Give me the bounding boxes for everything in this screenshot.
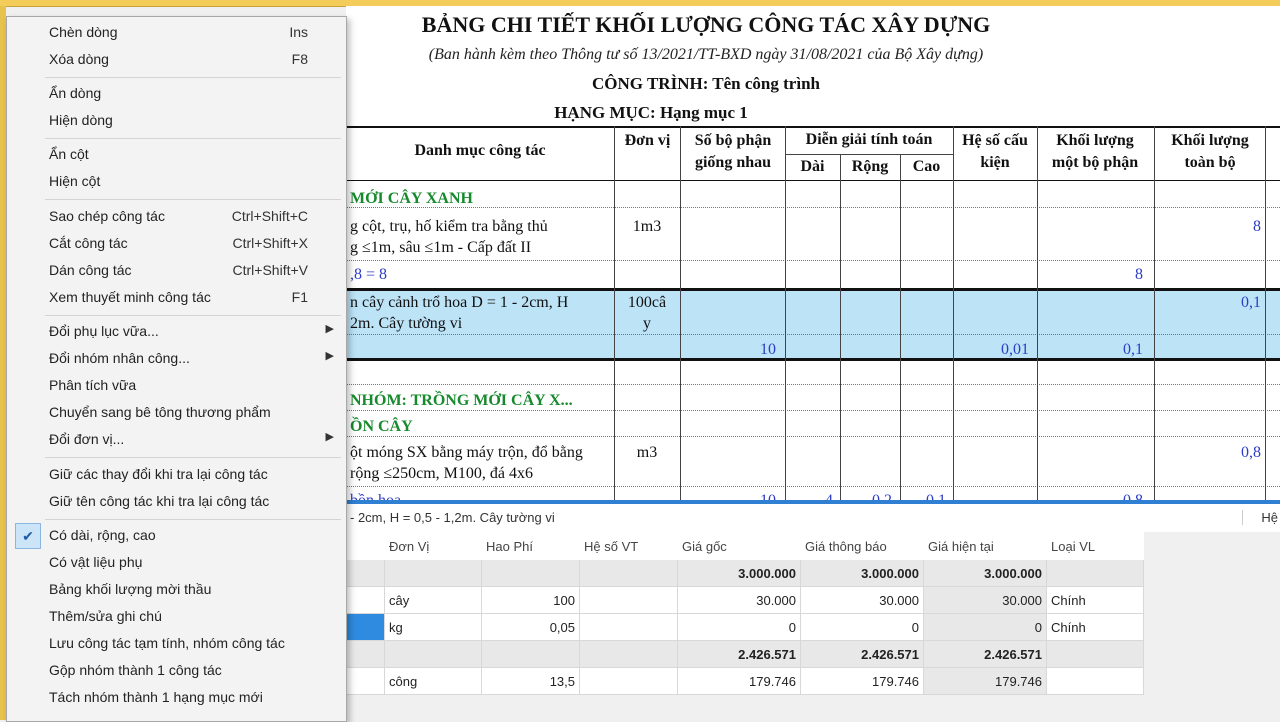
- context-menu: [6, 16, 347, 722]
- task-name[interactable]: g ≤1m, sâu ≤1m - Cấp đất II: [350, 239, 532, 256]
- header-height: Cao: [912, 158, 941, 175]
- volume-table[interactable]: [346, 126, 1280, 500]
- header-width: Rộng: [851, 158, 889, 175]
- materials-header[interactable]: Đơn Vị: [385, 533, 482, 560]
- materials-header[interactable]: Loại VL: [1047, 533, 1144, 560]
- menu-item-label: Có dài, rộng, cao: [49, 527, 156, 543]
- row-divider: [346, 486, 1280, 488]
- task-total[interactable]: 0,8: [1241, 444, 1261, 461]
- menu-separator: [45, 457, 341, 458]
- materials-header[interactable]: Giá gốc: [678, 533, 801, 560]
- material-coef[interactable]: [580, 641, 678, 668]
- menu-item-label: Xóa dòng: [49, 51, 109, 67]
- materials-header-name: [347, 533, 385, 560]
- materials-row[interactable]: [347, 587, 1144, 614]
- material-type[interactable]: [1047, 560, 1144, 587]
- material-name[interactable]: [347, 668, 385, 695]
- task-unit[interactable]: y: [643, 315, 651, 332]
- menu-item-shortcut: Ctrl+Shift+V: [232, 262, 308, 278]
- spreadsheet-sheet[interactable]: [346, 6, 1280, 500]
- menu-item-show-column[interactable]: [7, 169, 346, 195]
- material-coef[interactable]: [580, 614, 678, 641]
- material-waste[interactable]: [482, 641, 580, 668]
- material-unit[interactable]: công: [385, 668, 482, 695]
- task-name[interactable]: n cây cảnh trổ hoa D = 1 - 2cm, H: [350, 294, 569, 311]
- menu-item-keep-task-name[interactable]: [7, 489, 346, 515]
- table-top-border: [346, 126, 1280, 128]
- menu-item-paste-task[interactable]: [7, 258, 346, 284]
- menu-item-label: Có vật liệu phụ: [49, 554, 143, 570]
- task-total[interactable]: 0,1: [1241, 294, 1261, 311]
- menu-item-label: Tách nhóm thành 1 hạng mục mới: [49, 689, 263, 705]
- menu-item-label: Chuyển sang bê tông thương phẩm: [49, 404, 271, 420]
- material-base-price[interactable]: 30.000: [678, 587, 801, 614]
- status-right-text: Hệ: [1242, 510, 1278, 525]
- header-coef: Hệ số cấu kiện: [962, 132, 1028, 171]
- material-name[interactable]: [347, 641, 385, 668]
- menu-item-show-row[interactable]: [7, 108, 346, 134]
- row-divider: [346, 334, 1280, 336]
- menu-item-view-task-description[interactable]: [7, 285, 346, 311]
- menu-item-label: Đổi nhóm nhân công...: [49, 350, 190, 366]
- material-base-price[interactable]: 0: [678, 614, 801, 641]
- menu-item-label: Giữ tên công tác khi tra lại công tác: [49, 493, 270, 509]
- menu-item-convert-ready-mix[interactable]: [7, 400, 346, 426]
- selected-task-text: - 2cm, H = 0,5 - 1,2m. Cây tường vi: [350, 510, 555, 525]
- menu-item-shortcut: Ctrl+Shift+X: [232, 235, 308, 251]
- menu-separator: [45, 77, 341, 78]
- material-current-price[interactable]: 30.000: [924, 587, 1047, 614]
- menu-item-save-temp-task[interactable]: [7, 631, 346, 657]
- material-type[interactable]: [1047, 641, 1144, 668]
- column-divider: [1265, 126, 1266, 500]
- menu-item-label: Hiện cột: [49, 173, 101, 189]
- material-base-price[interactable]: 179.746: [678, 668, 801, 695]
- menu-item-label: Thêm/sửa ghi chú: [49, 608, 162, 624]
- sheet-title: BẢNG CHI TIẾT KHỐI LƯỢNG CÔNG TÁC XÂY DỰNG: [421, 12, 991, 37]
- menu-item-shortcut: Ins: [289, 24, 308, 40]
- material-current-price[interactable]: 179.746: [924, 668, 1047, 695]
- menu-item-label: Hiện dòng: [49, 112, 113, 128]
- task-unit[interactable]: 100câ: [627, 294, 667, 311]
- material-coef[interactable]: [580, 560, 678, 587]
- task-name[interactable]: 2m. Cây tường vi: [350, 315, 463, 332]
- material-current-price[interactable]: 3.000.000: [924, 560, 1047, 587]
- menu-item-change-unit[interactable]: [7, 427, 346, 453]
- column-divider: [785, 126, 786, 500]
- material-waste[interactable]: 100: [482, 587, 580, 614]
- materials-row[interactable]: [347, 614, 1144, 641]
- header-length: Dài: [800, 158, 825, 175]
- materials-header[interactable]: Hao Phí: [482, 533, 580, 560]
- materials-row[interactable]: [347, 641, 1144, 668]
- material-type[interactable]: Chính: [1047, 587, 1144, 614]
- materials-row[interactable]: [347, 668, 1144, 695]
- materials-panel: [346, 532, 1280, 720]
- material-waste[interactable]: 0,05: [482, 614, 580, 641]
- material-type[interactable]: [1047, 668, 1144, 695]
- menu-item-label: Phân tích vữa: [49, 377, 137, 393]
- materials-row[interactable]: [347, 560, 1144, 587]
- checkmark-icon: ✔: [15, 523, 41, 549]
- menu-item-label: Ẩn cột: [49, 146, 89, 162]
- header-vol-part: Khối lượng một bộ phận: [1051, 132, 1139, 171]
- menu-item-shortcut: F1: [291, 289, 308, 305]
- material-unit[interactable]: [385, 560, 482, 587]
- menu-item-label: Đổi phụ lục vữa...: [49, 323, 159, 339]
- group-label[interactable]: MỚI CÂY XANH: [350, 190, 473, 207]
- task-total[interactable]: 8: [1253, 218, 1261, 235]
- column-divider: [1037, 126, 1038, 500]
- group-label[interactable]: ỒN CÂY: [350, 418, 413, 435]
- submenu-arrow-icon: ▶: [325, 350, 334, 362]
- menu-item-hide-row[interactable]: [7, 81, 346, 107]
- menu-item-label: Ẩn dòng: [49, 85, 102, 101]
- header-vol-total: Khối lượng toàn bộ: [1171, 132, 1249, 171]
- task-part-volume[interactable]: 0,1: [1123, 341, 1143, 358]
- menu-item-has-sub-materials[interactable]: [7, 550, 346, 576]
- menu-separator: [45, 315, 341, 316]
- materials-header-row: [347, 533, 1144, 560]
- menu-separator: [45, 519, 341, 520]
- menu-item-label: Chèn dòng: [49, 24, 118, 40]
- material-coef[interactable]: [580, 587, 678, 614]
- material-name[interactable]: [347, 560, 385, 587]
- column-divider: [840, 154, 841, 500]
- header-task: Danh mục công tác: [414, 142, 546, 159]
- header-same-parts: Số bộ phận giống nhau: [694, 132, 772, 171]
- task-name[interactable]: g cột, trụ, hố kiểm tra bằng thủ: [350, 218, 548, 235]
- menu-item-label: Xem thuyết minh công tác: [49, 289, 211, 305]
- task-name[interactable]: ột móng SX bằng máy trộn, đổ bằng: [350, 444, 583, 461]
- menu-item-change-mortar-appendix[interactable]: [7, 319, 346, 345]
- material-notice-price[interactable]: 2.426.571: [801, 641, 924, 668]
- submenu-arrow-icon: ▶: [325, 431, 334, 443]
- menu-item-label: Lưu công tác tạm tính, nhóm công tác: [49, 635, 285, 651]
- material-name-selected[interactable]: [347, 614, 385, 641]
- menu-separator: [45, 138, 341, 139]
- menu-item-label: Giữ các thay đổi khi tra lại công tác: [49, 466, 268, 482]
- menu-item-cut-task[interactable]: [7, 231, 346, 257]
- menu-item-insert-row[interactable]: [7, 20, 346, 46]
- material-unit[interactable]: cây: [385, 587, 482, 614]
- materials-header[interactable]: Hệ số VT: [580, 533, 678, 560]
- material-waste[interactable]: [482, 560, 580, 587]
- row-divider: [346, 207, 1280, 209]
- menu-item-delete-row[interactable]: [7, 47, 346, 73]
- menu-item-label: Dán công tác: [49, 262, 132, 278]
- materials-header[interactable]: Giá hiện tại: [924, 533, 1047, 560]
- material-notice-price[interactable]: 179.746: [801, 668, 924, 695]
- materials-header[interactable]: Giá thông báo: [801, 533, 924, 560]
- menu-item-split-group[interactable]: [7, 685, 346, 711]
- menu-item-label: Gộp nhóm thành 1 công tác: [49, 662, 222, 678]
- sheet-subtitle: (Ban hành kèm theo Thông tư số 13/2021/TT-BXD ngày 31/08/2021 của Bộ Xây dựng): [428, 46, 984, 63]
- material-base-price[interactable]: 3.000.000: [678, 560, 801, 587]
- menu-item-hide-column[interactable]: [7, 142, 346, 168]
- column-divider: [680, 126, 681, 500]
- material-type[interactable]: Chính: [1047, 614, 1144, 641]
- material-unit[interactable]: [385, 641, 482, 668]
- header-calc: Diễn giải tính toán: [805, 131, 933, 148]
- row-divider: [346, 384, 1280, 386]
- task-coef[interactable]: 0,01: [1001, 341, 1029, 358]
- material-notice-price[interactable]: 3.000.000: [801, 560, 924, 587]
- material-current-price[interactable]: 2.426.571: [924, 641, 1047, 668]
- material-name[interactable]: [347, 587, 385, 614]
- task-unit[interactable]: m3: [636, 444, 658, 461]
- selected-task-bar: [346, 500, 1280, 536]
- task-unit[interactable]: 1m3: [632, 218, 662, 235]
- header-bottom-border: [346, 180, 1280, 181]
- menu-item-merge-group[interactable]: [7, 658, 346, 684]
- calc-subheader-line: [785, 154, 953, 155]
- row-divider: [346, 436, 1280, 438]
- category-name: HẠNG MỤC: Hạng mục 1: [554, 103, 748, 122]
- menu-item-edit-note[interactable]: [7, 604, 346, 630]
- submenu-arrow-icon: ▶: [325, 323, 334, 335]
- material-current-price[interactable]: 0: [924, 614, 1047, 641]
- task-name[interactable]: rộng ≤250cm, M100, đá 4x6: [350, 465, 533, 482]
- menu-item-has-dimensions[interactable]: [7, 523, 346, 549]
- material-base-price[interactable]: 2.426.571: [678, 641, 801, 668]
- menu-item-copy-task[interactable]: [7, 204, 346, 230]
- menu-item-label: Đổi đơn vị...: [49, 431, 125, 447]
- menu-item-label: Sao chép công tác: [49, 208, 165, 224]
- menu-item-label: Cắt công tác: [49, 235, 128, 251]
- menu-item-bid-volume-table[interactable]: [7, 577, 346, 603]
- menu-item-keep-changes[interactable]: [7, 462, 346, 488]
- row-divider: [346, 260, 1280, 262]
- task-formula[interactable]: ,8 = 8: [350, 266, 388, 283]
- materials-table[interactable]: [346, 532, 1144, 695]
- material-notice-price[interactable]: 0: [801, 614, 924, 641]
- column-divider: [953, 126, 954, 500]
- menu-item-shortcut: F8: [291, 51, 308, 67]
- material-coef[interactable]: [580, 668, 678, 695]
- menu-item-change-labor-group[interactable]: [7, 346, 346, 372]
- selected-row-top-border: [346, 288, 1280, 291]
- header-unit: Đơn vị: [624, 132, 671, 149]
- project-name: CÔNG TRÌNH: Tên công trình: [592, 74, 820, 93]
- material-notice-price[interactable]: 30.000: [801, 587, 924, 614]
- material-unit[interactable]: kg: [385, 614, 482, 641]
- column-divider: [900, 154, 901, 500]
- menu-item-label: Bảng khối lượng mời thầu: [49, 581, 212, 597]
- menu-separator: [45, 199, 341, 200]
- menu-item-analyze-mortar[interactable]: [7, 373, 346, 399]
- task-count[interactable]: 10: [760, 341, 776, 358]
- task-part-volume[interactable]: 8: [1135, 266, 1143, 283]
- menu-item-shortcut: Ctrl+Shift+C: [231, 208, 308, 224]
- group-label[interactable]: NHÓM: TRỒNG MỚI CÂY X...: [350, 392, 573, 409]
- material-waste[interactable]: 13,5: [482, 668, 580, 695]
